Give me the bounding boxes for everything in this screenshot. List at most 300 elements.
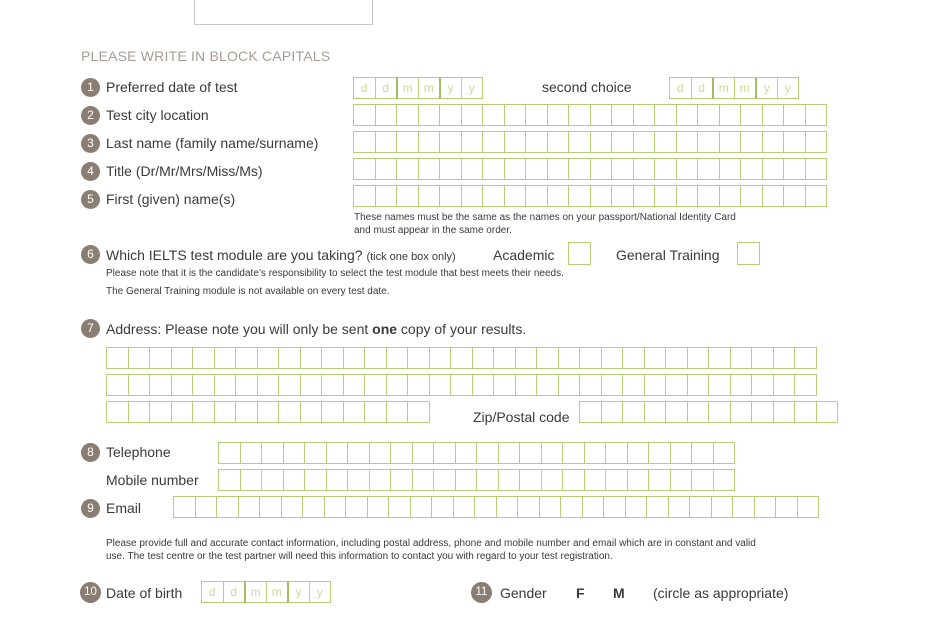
char-box[interactable] [482,131,505,153]
char-box[interactable] [654,131,677,153]
char-box[interactable] [740,185,763,207]
char-box[interactable] [539,496,562,518]
char-box[interactable] [278,374,301,396]
char-box[interactable] [783,185,806,207]
char-box[interactable] [719,131,742,153]
char-box[interactable] [584,442,607,464]
char-box[interactable] [794,374,817,396]
char-box[interactable] [418,131,441,153]
char-box[interactable] [562,442,585,464]
char-box[interactable] [439,185,462,207]
char-box[interactable] [762,158,785,180]
date-char-box[interactable]: y [309,581,332,603]
char-box[interactable] [106,347,129,369]
char-box[interactable] [590,131,613,153]
char-box[interactable] [300,374,323,396]
dob-input[interactable] [201,581,331,603]
char-box[interactable] [805,104,828,126]
char-box[interactable] [412,469,435,491]
char-box[interactable] [218,469,241,491]
char-box[interactable] [515,374,538,396]
char-box[interactable] [353,185,376,207]
char-box[interactable] [195,496,218,518]
char-box[interactable] [375,131,398,153]
char-box[interactable] [240,469,263,491]
char-box[interactable] [665,347,688,369]
char-box[interactable] [455,442,478,464]
char-box[interactable] [568,185,591,207]
char-box[interactable] [433,442,456,464]
char-box[interactable] [794,401,817,423]
char-box[interactable] [386,347,409,369]
char-box[interactable] [805,131,828,153]
char-box[interactable] [751,374,774,396]
gender-m-option[interactable]: M [613,585,625,601]
char-box[interactable] [762,131,785,153]
char-box[interactable] [754,496,777,518]
char-box[interactable] [278,401,301,423]
char-box[interactable] [321,347,344,369]
date-char-box[interactable]: d [353,77,376,99]
char-box[interactable] [713,469,736,491]
char-box[interactable] [257,374,280,396]
char-box[interactable] [461,158,484,180]
char-box[interactable] [240,442,263,464]
char-box[interactable] [536,374,559,396]
char-box[interactable] [214,374,237,396]
char-box[interactable] [519,469,542,491]
char-box[interactable] [697,131,720,153]
char-box[interactable] [719,158,742,180]
char-box[interactable] [697,185,720,207]
char-box[interactable] [278,347,301,369]
char-box[interactable] [525,131,548,153]
char-box[interactable] [517,496,540,518]
char-box[interactable] [482,158,505,180]
char-box[interactable] [605,442,628,464]
char-box[interactable] [326,442,349,464]
date-char-box[interactable]: d [669,77,692,99]
char-box[interactable] [257,347,280,369]
char-box[interactable] [558,347,581,369]
char-box[interactable] [149,347,172,369]
char-box[interactable] [474,496,497,518]
char-box[interactable] [476,469,499,491]
char-box[interactable] [390,469,413,491]
char-box[interactable] [625,496,648,518]
char-box[interactable] [568,131,591,153]
char-box[interactable] [407,347,430,369]
char-box[interactable] [611,104,634,126]
char-box[interactable] [547,158,570,180]
char-box[interactable] [547,185,570,207]
char-box[interactable] [611,158,634,180]
char-box[interactable] [461,131,484,153]
module-question-label [106,247,456,263]
char-box[interactable] [665,374,688,396]
char-box[interactable] [504,185,527,207]
char-box[interactable] [238,496,261,518]
char-box[interactable] [622,401,645,423]
char-box[interactable] [128,374,151,396]
gender-label: Gender [500,585,547,601]
date-char-box[interactable]: m [244,581,267,603]
char-box[interactable] [259,496,282,518]
char-box[interactable] [740,158,763,180]
char-box[interactable] [345,496,368,518]
char-box[interactable] [633,158,656,180]
char-box[interactable] [386,401,409,423]
char-box[interactable] [732,496,755,518]
char-box[interactable] [367,496,390,518]
char-box[interactable] [644,347,667,369]
char-box[interactable] [525,158,548,180]
char-box[interactable] [214,401,237,423]
char-box[interactable] [783,131,806,153]
char-box[interactable] [633,104,656,126]
char-box[interactable] [525,104,548,126]
char-box[interactable] [582,496,605,518]
char-box[interactable] [106,401,129,423]
char-box[interactable] [261,442,284,464]
char-box[interactable] [390,442,413,464]
char-box[interactable] [418,185,441,207]
char-box[interactable] [713,442,736,464]
char-box[interactable] [304,469,327,491]
char-box[interactable] [283,442,306,464]
char-box[interactable] [149,401,172,423]
char-box[interactable] [388,496,411,518]
char-box[interactable] [496,496,519,518]
char-box[interactable] [433,469,456,491]
char-box[interactable] [353,104,376,126]
char-box[interactable] [192,347,215,369]
char-box[interactable] [343,347,366,369]
char-box[interactable] [590,158,613,180]
char-box[interactable] [708,347,731,369]
char-box[interactable] [214,347,237,369]
zip-input[interactable] [579,401,838,423]
char-box[interactable] [697,158,720,180]
char-box[interactable] [235,401,258,423]
char-box[interactable] [773,401,796,423]
char-box[interactable] [605,469,628,491]
char-box[interactable] [689,496,712,518]
char-box[interactable] [601,374,624,396]
char-box[interactable] [691,442,714,464]
char-box[interactable] [128,347,151,369]
date-char-box[interactable]: y [777,77,800,99]
char-box[interactable] [302,496,325,518]
char-box[interactable] [568,104,591,126]
char-box[interactable] [504,158,527,180]
char-box[interactable] [482,185,505,207]
char-box[interactable] [498,442,521,464]
char-box[interactable] [773,374,796,396]
char-box[interactable] [622,347,645,369]
char-box[interactable] [562,469,585,491]
char-box[interactable] [676,131,699,153]
date-char-box[interactable]: m [734,77,757,99]
general-training-checkbox[interactable] [737,242,760,265]
test-city-input[interactable] [353,104,827,126]
char-box[interactable] [386,374,409,396]
char-box[interactable] [218,442,241,464]
char-box[interactable] [816,401,839,423]
char-box[interactable] [519,442,542,464]
char-box[interactable] [691,469,714,491]
char-box[interactable] [541,442,564,464]
char-box[interactable] [622,374,645,396]
academic-checkbox[interactable] [568,242,591,265]
char-box[interactable] [568,158,591,180]
char-box[interactable] [281,496,304,518]
char-box[interactable] [321,374,344,396]
char-box[interactable] [283,469,306,491]
char-box[interactable] [493,374,516,396]
char-box[interactable] [396,185,419,207]
char-box[interactable] [410,496,433,518]
date-char-box[interactable]: m [266,581,289,603]
char-box[interactable] [439,104,462,126]
char-box[interactable] [633,131,656,153]
first-name-input[interactable] [353,185,827,207]
char-box[interactable] [805,158,828,180]
char-box[interactable] [321,401,344,423]
date-char-box[interactable]: d [201,581,224,603]
char-box[interactable] [439,131,462,153]
email-input[interactable] [173,496,819,518]
char-box[interactable] [453,496,476,518]
preferred-date-input[interactable] [353,77,483,99]
char-box[interactable] [439,158,462,180]
char-box[interactable] [461,104,484,126]
char-box[interactable] [396,131,419,153]
char-box[interactable] [547,104,570,126]
date-char-box[interactable]: d [223,581,246,603]
char-box[interactable] [149,374,172,396]
char-box[interactable] [627,442,650,464]
char-box[interactable] [476,442,499,464]
char-box[interactable] [627,469,650,491]
char-box[interactable] [304,442,327,464]
char-box[interactable] [216,496,239,518]
char-box[interactable] [418,104,441,126]
char-box[interactable] [418,158,441,180]
char-box[interactable] [590,104,613,126]
char-box[interactable] [364,374,387,396]
question-number-8: 8 [81,443,100,462]
char-box[interactable] [364,401,387,423]
char-box[interactable] [375,104,398,126]
address-line-2-input[interactable] [106,374,817,396]
char-box[interactable] [579,374,602,396]
char-box[interactable] [797,496,820,518]
char-box[interactable] [708,374,731,396]
char-box[interactable] [740,131,763,153]
date-char-box[interactable]: y [439,77,462,99]
date-char-box[interactable]: y [287,581,310,603]
char-box[interactable] [396,104,419,126]
char-box[interactable] [455,469,478,491]
date-char-box[interactable]: m [396,77,419,99]
char-box[interactable] [547,131,570,153]
char-box[interactable] [558,374,581,396]
char-box[interactable] [730,401,753,423]
char-box[interactable] [590,185,613,207]
char-box[interactable] [431,496,454,518]
char-box[interactable] [601,401,624,423]
char-box[interactable] [375,158,398,180]
char-box[interactable] [192,374,215,396]
char-box[interactable] [611,185,634,207]
char-box[interactable] [654,158,677,180]
char-box[interactable] [648,442,671,464]
char-box[interactable] [347,469,370,491]
char-box[interactable] [601,347,624,369]
char-box[interactable] [472,374,495,396]
char-box[interactable] [369,469,392,491]
char-box[interactable] [429,347,452,369]
char-box[interactable] [375,185,398,207]
char-box[interactable] [711,496,734,518]
char-box[interactable] [347,442,370,464]
char-box[interactable] [300,401,323,423]
char-box[interactable] [805,185,828,207]
char-box[interactable] [751,347,774,369]
char-box[interactable] [687,374,710,396]
char-box[interactable] [751,401,774,423]
mobile-label: Mobile number [106,472,199,488]
char-box[interactable] [300,347,323,369]
char-box[interactable] [412,442,435,464]
char-box[interactable] [687,401,710,423]
char-box[interactable] [730,374,753,396]
char-box[interactable] [611,131,634,153]
char-box[interactable] [762,104,785,126]
date-char-box[interactable]: d [375,77,398,99]
char-box[interactable] [773,347,796,369]
char-box[interactable] [343,401,366,423]
char-box[interactable] [646,496,669,518]
char-box[interactable] [515,347,538,369]
address-line-1-input[interactable] [106,347,817,369]
char-box[interactable] [708,401,731,423]
char-box[interactable] [633,185,656,207]
char-box[interactable] [719,104,742,126]
date-char-box[interactable]: y [461,77,484,99]
date-char-box[interactable]: d [691,77,714,99]
char-box[interactable] [235,374,258,396]
title-input[interactable] [353,158,827,180]
char-box[interactable] [343,374,366,396]
char-box[interactable] [173,496,196,518]
char-box[interactable] [171,347,194,369]
char-box[interactable] [450,374,473,396]
char-box[interactable] [106,374,129,396]
char-box[interactable] [762,185,785,207]
char-box[interactable] [396,158,419,180]
char-box[interactable] [676,158,699,180]
char-box[interactable] [364,347,387,369]
char-box[interactable] [504,104,527,126]
char-box[interactable] [326,469,349,491]
date-char-box[interactable]: m [418,77,441,99]
char-box[interactable] [654,185,677,207]
char-box[interactable] [493,347,516,369]
char-box[interactable] [536,347,559,369]
telephone-input[interactable] [218,442,735,464]
char-box[interactable] [171,374,194,396]
char-box[interactable] [648,469,671,491]
mobile-input[interactable] [218,469,735,491]
second-choice-date-input[interactable] [669,77,799,99]
char-box[interactable] [579,347,602,369]
last-name-input[interactable] [353,131,827,153]
char-box[interactable] [472,347,495,369]
char-box[interactable] [579,401,602,423]
char-box[interactable] [324,496,347,518]
char-box[interactable] [171,401,194,423]
char-box[interactable] [687,347,710,369]
question-number-5: 5 [81,190,100,209]
char-box[interactable] [719,185,742,207]
char-box[interactable] [560,496,583,518]
char-box[interactable] [783,104,806,126]
date-char-box[interactable]: y [755,77,778,99]
date-char-box[interactable]: m [712,77,735,99]
char-box[interactable] [407,374,430,396]
gender-f-option[interactable]: F [576,585,585,601]
char-box[interactable] [730,347,753,369]
char-box[interactable] [128,401,151,423]
char-box[interactable] [603,496,626,518]
char-box[interactable] [584,469,607,491]
char-box[interactable] [504,131,527,153]
char-box[interactable] [429,374,452,396]
char-box[interactable] [670,442,693,464]
char-box[interactable] [235,347,258,369]
char-box[interactable] [461,185,484,207]
address-line-3-input[interactable] [106,401,430,423]
char-box[interactable] [482,104,505,126]
char-box[interactable] [665,401,688,423]
char-box[interactable] [644,401,667,423]
char-box[interactable] [676,104,699,126]
char-box[interactable] [783,158,806,180]
char-box[interactable] [676,185,699,207]
char-box[interactable] [261,469,284,491]
char-box[interactable] [407,401,430,423]
char-box[interactable] [740,104,763,126]
char-box[interactable] [541,469,564,491]
char-box[interactable] [450,347,473,369]
char-box[interactable] [369,442,392,464]
char-box[interactable] [353,131,376,153]
char-box[interactable] [644,374,667,396]
char-box[interactable] [670,469,693,491]
char-box[interactable] [654,104,677,126]
char-box[interactable] [794,347,817,369]
char-box[interactable] [192,401,215,423]
char-box[interactable] [697,104,720,126]
char-box[interactable] [668,496,691,518]
char-box[interactable] [353,158,376,180]
char-box[interactable] [775,496,798,518]
char-box[interactable] [257,401,280,423]
char-box[interactable] [525,185,548,207]
char-box[interactable] [498,469,521,491]
